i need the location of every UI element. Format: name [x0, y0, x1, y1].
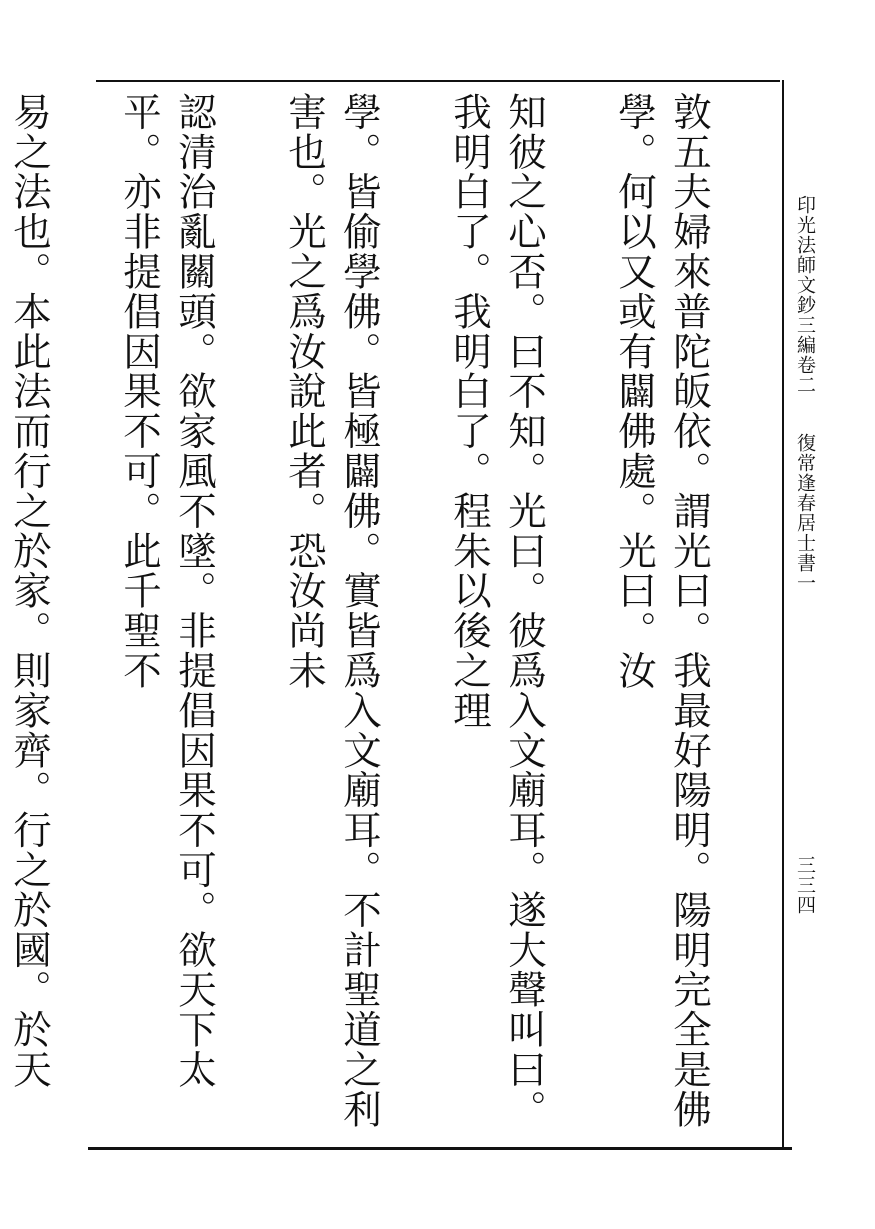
text-column: 學。皆偷學佛。皆極闢佛。實皆爲入文廟耳。不計聖道之利害也。光之爲汝說此者。恐汝尚未: [282, 92, 382, 1130]
margin-divider-line: [782, 80, 784, 1147]
top-border-line: [96, 80, 780, 82]
text-column: 易之法也。本此法而行之於家。則家齊。行之於國。於天: [7, 92, 52, 1090]
bottom-border-line: [88, 1147, 792, 1150]
text-column: 認清治亂關頭。欲家風不墜。非提倡因果不可。欲天下太平。亦非提倡因果不可。此千聖不: [117, 92, 217, 1090]
text-column: 知彼之心否。曰不知。光曰。彼爲入文廟耳。遂大聲叫曰。我明白了。我明白了。程朱以後之理: [447, 92, 547, 1130]
section-title: 復常逢春居士書一: [794, 433, 816, 593]
text-column: 敦五夫婦來普陀皈依。謂光曰。我最好陽明。陽明完全是佛學。何以又或有闢佛處。光曰。汝: [612, 92, 712, 1130]
page-number: 三三四: [794, 855, 816, 915]
letter-body: [7, 92, 772, 1142]
page-margin-header: [788, 195, 822, 1135]
book-title: 印光法師文鈔三編卷二: [794, 195, 816, 395]
